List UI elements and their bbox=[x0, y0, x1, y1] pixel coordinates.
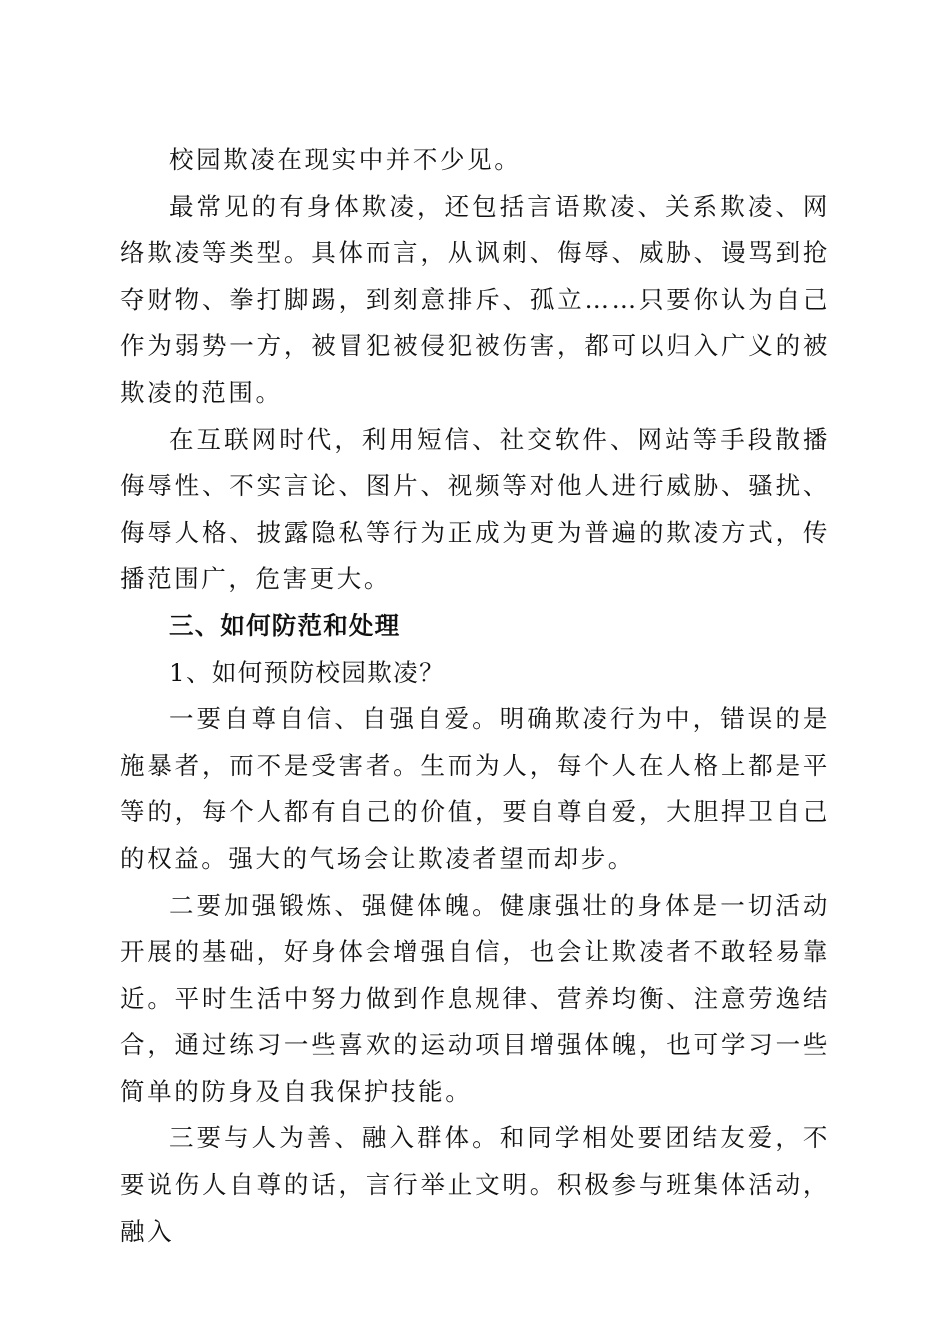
paragraph-bullying-types: 最常见的有身体欺凌，还包括言语欺凌、关系欺凌、网络欺凌等类型。具体而言，从讽刺、侮辱、威胁、谩骂到抢夺财物、拳打脚踢，到刻意排斥、孤立……只要你认为自己作为弱势一方，被冒犯被侵犯被伤害，都可以归入广义的被欺凌的范围。 bbox=[120, 191, 830, 407]
paragraph-kindness: 三要与人为善、融入群体。和同学相处要团结友爱，不要说伤人自尊的话，言行举止文明。积极参与班集体活动，融入 bbox=[120, 1123, 830, 1246]
paragraph-self-respect: 一要自尊自信、自强自爱。明确欺凌行为中，错误的是施暴者，而不是受害者。生而为人，每个人在人格上都是平等的，每个人都有自己的价值，要自尊自爱，大胆捍卫自己的权益。强大的气场会让欺凌者望而却步。 bbox=[120, 704, 830, 873]
paragraph-exercise: 二要加强锻炼、强健体魄。健康强壮的身体是一切活动开展的基础，好身体会增强自信，也会让欺凌者不敢轻易靠近。平时生活中努力做到作息规律、营养均衡、注意劳逸结合，通过练习一些喜欢的运动项目增强体魄，也可学习一些简单的防身及自我保护技能。 bbox=[120, 890, 830, 1106]
paragraph-intro: 校园欺凌在现实中并不少见。 bbox=[169, 145, 522, 174]
section-heading-prevention: 三、如何防范和处理 bbox=[169, 610, 401, 640]
subheading-how-to-prevent: 1、如何预防校园欺凌？ bbox=[169, 657, 445, 687]
paragraph-cyberbullying: 在互联网时代，利用短信、社交软件、网站等手段散播侮辱性、不实言论、图片、视频等对他人进行威胁、骚扰、侮辱人格、披露隐私等行为正成为更为普遍的欺凌方式，传播范围广，危害更大。 bbox=[120, 424, 830, 594]
document-body bbox=[120, 137, 830, 1255]
